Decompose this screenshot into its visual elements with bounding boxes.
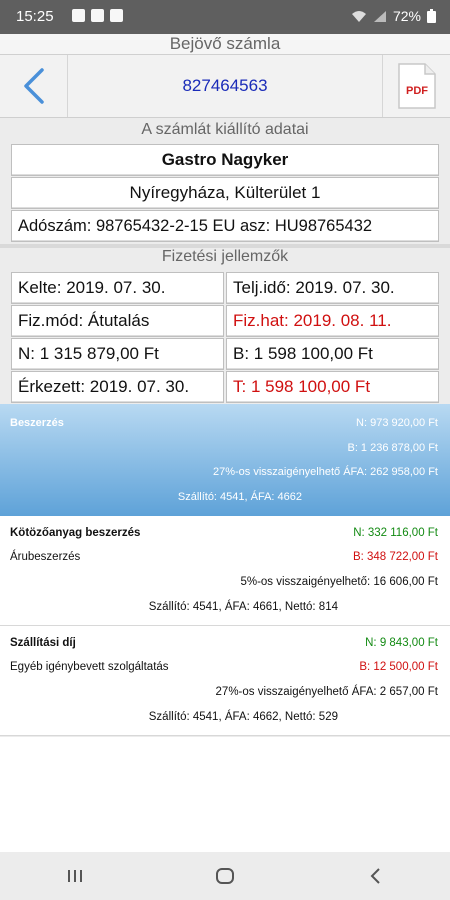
invoice-number: 827464563 — [182, 76, 268, 95]
home-icon — [215, 867, 235, 885]
message-icon — [91, 9, 104, 22]
fulfillment-date: Telj.idő: 2019. 07. 30. — [226, 272, 439, 304]
gross-total: B: 1 598 100,00 Ft — [226, 338, 439, 370]
item-accounts: Szállító: 4541, ÁFA: 4662, Nettó: 529 — [148, 711, 338, 723]
item-accounts: Szállító: 4541, ÁFA: 4662 — [177, 491, 302, 503]
list-empty-area — [0, 737, 450, 852]
status-bar — [0, 0, 450, 34]
system-nav-bar — [0, 852, 450, 900]
item-name: Beszerzés — [10, 417, 64, 429]
signal-icon — [373, 10, 387, 23]
check-icon — [110, 9, 123, 22]
item-description: Árubeszerzés — [10, 551, 81, 563]
item-net: N: 332 116,00 Ft — [353, 527, 438, 539]
status-right — [351, 8, 436, 24]
item-gross: B: 12 500,00 Ft — [359, 661, 438, 673]
pdf-icon — [397, 62, 437, 110]
wifi-icon — [351, 10, 367, 23]
payment-method: Fiz.mód: Átutalás — [11, 305, 224, 337]
header-toolbar — [0, 54, 450, 118]
list-item-selected[interactable] — [0, 404, 450, 516]
battery-percent: 72% — [392, 8, 421, 24]
item-vat: 27%-os visszaigényelhető ÁFA: 2 657,00 Ft — [215, 686, 438, 698]
item-name: Szállítási díj — [10, 637, 76, 649]
home-button[interactable] — [195, 856, 255, 896]
page-title: Bejövő számla — [0, 34, 450, 54]
chevron-left-icon — [22, 68, 46, 104]
issuer-section-title: A számlát kiállító adatai — [141, 121, 309, 138]
item-description: Egyéb igénybevett szolgáltatás — [10, 661, 169, 673]
payment-deadline: Fiz.hat: 2019. 08. 11. — [226, 305, 439, 337]
back-button[interactable] — [0, 55, 68, 117]
back-icon — [369, 867, 381, 885]
list-item[interactable] — [0, 516, 450, 626]
svg-text:PDF: PDF — [405, 85, 428, 97]
issuer-tax-number: Adószám: 98765432-2-15 EU asz: HU98765432 — [11, 210, 439, 242]
item-name: Kötözőanyag beszerzés — [10, 527, 141, 539]
item-accounts: Szállító: 4541, ÁFA: 4661, Nettó: 814 — [148, 601, 338, 613]
item-gross: B: 348 722,00 Ft — [352, 551, 438, 563]
battery-icon — [427, 9, 436, 23]
image-icon — [72, 9, 85, 22]
item-vat: 5%-os visszaigényelhető: 16 606,00 Ft — [240, 576, 438, 588]
item-net: N: 9 843,00 Ft — [365, 637, 438, 649]
system-back-button[interactable] — [345, 856, 405, 896]
issuer-name: Gastro Nagyker — [11, 144, 439, 176]
amount-due: T: 1 598 100,00 Ft — [226, 371, 439, 403]
item-gross: B: 1 236 878,00 Ft — [347, 442, 438, 454]
item-vat: 27%-os visszaigényelhető ÁFA: 262 958,00 Ft — [212, 466, 438, 478]
notification-icons — [72, 9, 123, 22]
issue-date: Kelte: 2019. 07. 30. — [11, 272, 224, 304]
arrival-date: Érkezett: 2019. 07. 30. — [11, 371, 224, 403]
issuer-address: Nyíregyháza, Külterület 1 — [11, 177, 439, 209]
payment-section-title: Fizetési jellemzők — [161, 248, 289, 265]
recent-apps-button[interactable] — [45, 856, 105, 896]
item-net: N: 973 920,00 Ft — [356, 417, 438, 429]
list-item[interactable] — [0, 626, 450, 736]
status-time: 15:25 — [16, 8, 54, 25]
pdf-button[interactable] — [382, 55, 450, 117]
net-total: N: 1 315 879,00 Ft — [11, 338, 224, 370]
recent-apps-icon — [66, 868, 84, 884]
